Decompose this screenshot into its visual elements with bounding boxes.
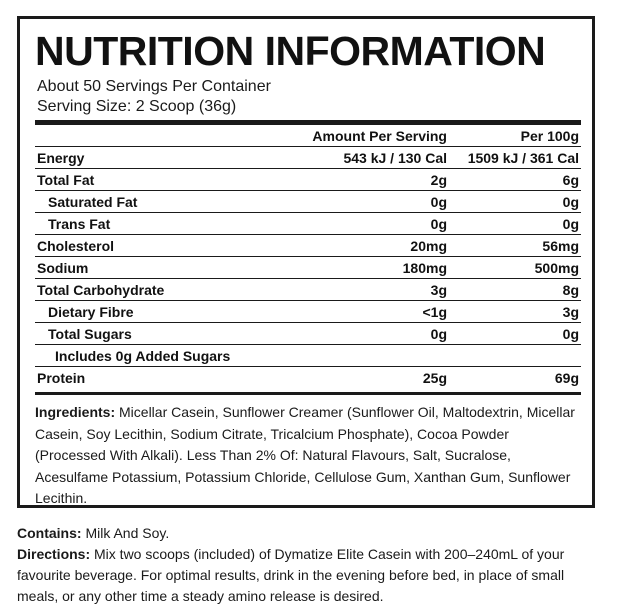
header-per-serving: Amount Per Serving [275,125,449,147]
table-row [35,323,581,345]
row-label: Total Sugars [35,323,275,345]
header-blank [35,125,275,147]
row-label: Trans Fat [35,213,275,235]
ingredients-text: Micellar Casein, Sunflower Creamer (Sunflower Oil, Maltodextrin, Micellar Casein, Soy Lecithin, Sodium Citrate, Tricalcium Phosphate), Cocoa Powder (Processed With Alkali). Less Than 2% Of: Natural Flavours, Salt, Sucralose, Acesulfame Potassium, Potassium Chloride, Cellulose Gum, Xanthan Gum, Sunflower Lecithin. [35,404,575,506]
protein-divider [35,392,581,395]
ingredients-block [35,402,583,510]
table-row [35,213,581,235]
table-row [35,235,581,257]
row-per-serving: 2g [275,169,449,191]
row-per-100g: 8g [449,279,581,301]
table-header-row [35,125,581,147]
row-label: Sodium [35,257,275,279]
table-row [35,367,581,389]
serving-info [37,77,271,117]
row-per-100g [449,345,581,367]
row-label: Saturated Fat [35,191,275,213]
row-per-100g: 3g [449,301,581,323]
row-per-100g: 500mg [449,257,581,279]
row-per-100g: 0g [449,323,581,345]
row-per-100g: 56mg [449,235,581,257]
panel-title: NUTRITION INFORMATION [35,28,546,74]
nutrition-table [35,125,581,388]
row-per-serving: 20mg [275,235,449,257]
row-label: Protein [37,369,86,386]
directions-text: Mix two scoops (included) of Dymatize Elite Casein with 200–240mL of your favourite beverage. For optimal results, drink in the evening before bed, in place of small meals, or any other time a steady amino release is desired. [17,546,565,604]
row-label: Dietary Fibre [35,301,275,323]
table-row [35,257,581,279]
serving-size: Serving Size: 2 Scoop (36g) [37,98,237,115]
row-per-100g: 1509 kJ / 361 Cal [449,147,581,169]
row-per-serving: 25g [422,369,447,386]
table-row [35,169,581,191]
table-row [35,301,581,323]
table-row [35,279,581,301]
row-label: Total Carbohydrate [35,279,275,301]
row-per-serving: 180mg [275,257,449,279]
row-per-serving: 0g [275,213,449,235]
row-label: Total Fat [35,169,275,191]
row-per-serving: 543 kJ / 130 Cal [275,147,449,169]
directions-block [17,544,597,607]
row-per-100g: 6g [449,169,581,191]
servings-per-container: About 50 Servings Per Container [37,78,271,95]
table-row [35,345,581,367]
contains-line [17,523,169,543]
row-label: Cholesterol [35,235,275,257]
directions-label: Directions: [17,546,91,562]
row-label: Includes 0g Added Sugars [35,345,275,367]
contains-text: Milk And Soy. [81,525,170,541]
contains-label: Contains: [17,525,82,541]
row-per-serving: 3g [275,279,449,301]
table-row [35,147,581,169]
row-per-serving: <1g [275,301,449,323]
row-per-serving: 0g [275,323,449,345]
row-per-serving [275,345,449,367]
row-per-100g: 69g [554,369,579,386]
ingredients-label: Ingredients: [35,404,116,420]
nutrition-panel [17,16,595,508]
table-row [35,191,581,213]
row-per-100g: 0g [449,191,581,213]
row-label: Energy [35,147,275,169]
row-per-100g: 0g [449,213,581,235]
row-per-serving: 0g [275,191,449,213]
header-per-100g: Per 100g [449,125,581,147]
